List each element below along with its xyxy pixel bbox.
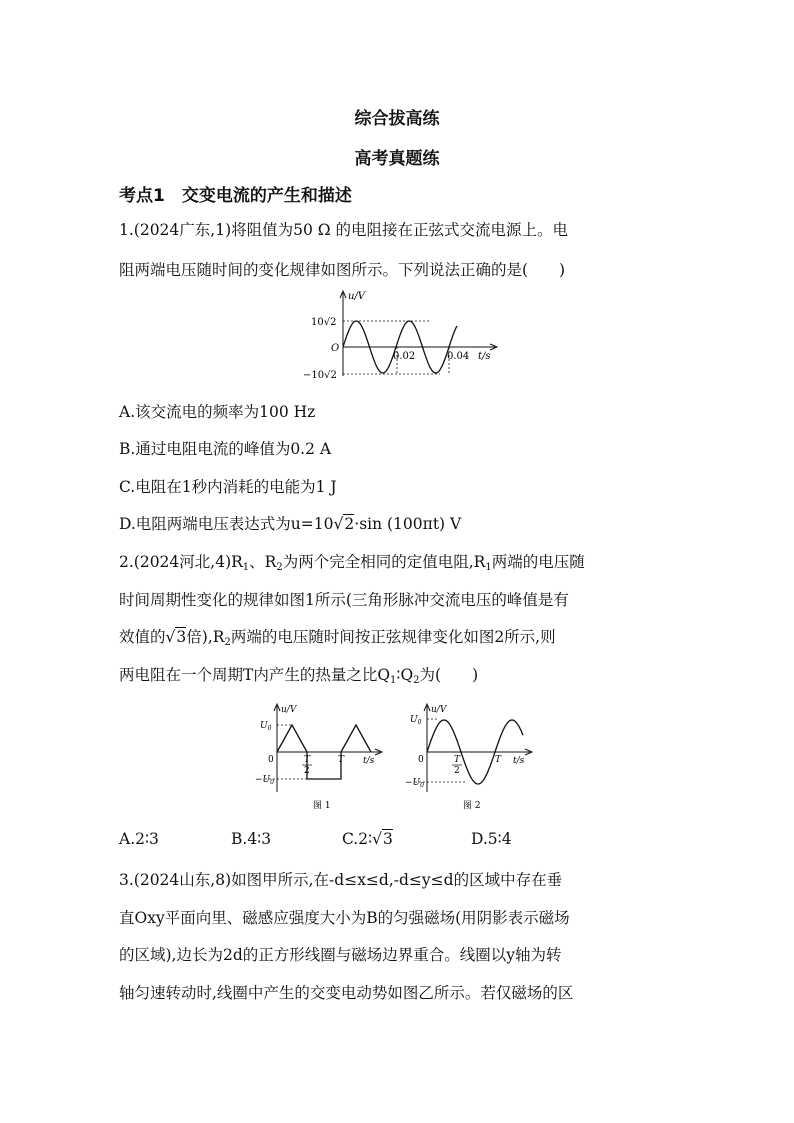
fig2-caption: 图 2	[463, 801, 481, 811]
fig1-umax-label: U	[260, 721, 268, 731]
q1-sine-figure	[295, 288, 510, 383]
q2-figure-1	[255, 702, 390, 814]
q1-ymin-label: −10√2	[303, 370, 337, 381]
q2-stem-line1: 2.(2024河北$,4)R_1$、$R_2$为两个完全相同的定值电阻$,R_1$两端的电压随	[119, 553, 585, 573]
fig1-origin-label: 0	[268, 755, 274, 765]
q1-option-c: C.电阻在1秒内消耗的电能为1 J	[119, 478, 337, 496]
fig1-period: T	[338, 755, 345, 765]
q1-x1-label: 0.02	[393, 351, 416, 362]
fig2-period: T	[495, 755, 502, 765]
q2-option-c: C.2∶√3	[342, 830, 393, 848]
q1-option-b: B.通过电阻电流的峰值为0.2 A	[119, 440, 332, 458]
fig2-umax-label: U	[410, 715, 418, 725]
q2-option-b: B.4∶3	[231, 830, 272, 848]
fig2-half-period: T	[454, 755, 461, 765]
q3-stem-line4: 轴匀速转动时,线圈中产生的交变电动势如图乙所示。若仅磁场的区	[119, 984, 574, 1002]
q1-option-d: D.电阻两端电压表达式为u=10√2·sin (100πt) V	[119, 515, 462, 533]
q2-stem-line3: 效值的√3倍)$,R_2$两端的电压随时间按正弦规律变化如图2所示,则	[119, 628, 556, 648]
svg-text:2: 2	[454, 766, 460, 776]
q1-x2-label: 0.04	[447, 351, 470, 362]
q2-figure-2	[405, 702, 540, 814]
q1-option-a: A.该交流电的频率为100 Hz	[119, 403, 316, 421]
fig1-caption: 图 1	[313, 801, 331, 811]
q2-option-d: D.5∶4	[471, 830, 512, 848]
fig1-half-period: T	[304, 755, 311, 765]
fig1-xlabel: t/s	[363, 756, 375, 766]
section-subtitle: 高考真题练	[354, 149, 440, 169]
section-title: 综合拔高练	[354, 109, 440, 129]
q1-xlabel: t/s	[478, 351, 491, 362]
q3-stem-line2: 直Oxy平面向里、磁感应强度大小为B的匀强磁场(用阴影表示磁场	[119, 909, 570, 927]
fig1-ylabel: u/V	[281, 705, 297, 715]
svg-text:U0: $U_0$	[410, 715, 422, 726]
q1-stem-line2: 阻两端电压随时间的变化规律如图所示。下列说法正确的是( )	[119, 261, 566, 279]
q2-option-a: A.2∶3	[119, 830, 159, 848]
fig2-xlabel: t/s	[513, 756, 525, 766]
topic-heading: 考点1 交变电流的产生和描述	[119, 186, 352, 206]
fig1-umin-label: −U	[255, 775, 271, 785]
svg-text:2: 2	[304, 766, 310, 776]
q1-stem-line1: 1.(2024广东,1)将阻值为50 Ω 的电阻接在正弦式交流电源上。电	[119, 221, 569, 239]
q1-origin-label: O	[331, 343, 340, 354]
q2-stem-line2: 时间周期性变化的规律如图1所示(三角形脉冲交流电压的峰值是有	[119, 591, 569, 609]
q1-ymax-label: 10√2	[311, 317, 337, 328]
q3-stem-line3: 的区域),边长为2d的正方形线圈与磁场边界重合。线圈以y轴为转	[119, 946, 562, 964]
fig2-umin-label: −U	[405, 778, 421, 788]
q2-stem-line4: 两电阻在一个周期T内产生的热量之比$Q_1∶Q_2$为( )	[119, 666, 479, 686]
svg-text:−U0: $-U_0$	[405, 778, 424, 789]
q3-stem-line1: 3.(2024山东,8)如图甲所示,在-d≤x≤d,-d≤y≤d的区域中存在垂	[119, 871, 563, 889]
svg-text:U0: $U_0$	[260, 721, 272, 732]
q1-ylabel: u/V	[348, 291, 366, 302]
fig2-ylabel: u/V	[431, 705, 447, 715]
svg-text:−U0: $-U_0$	[255, 775, 274, 786]
fig2-origin-label: 0	[418, 755, 424, 765]
